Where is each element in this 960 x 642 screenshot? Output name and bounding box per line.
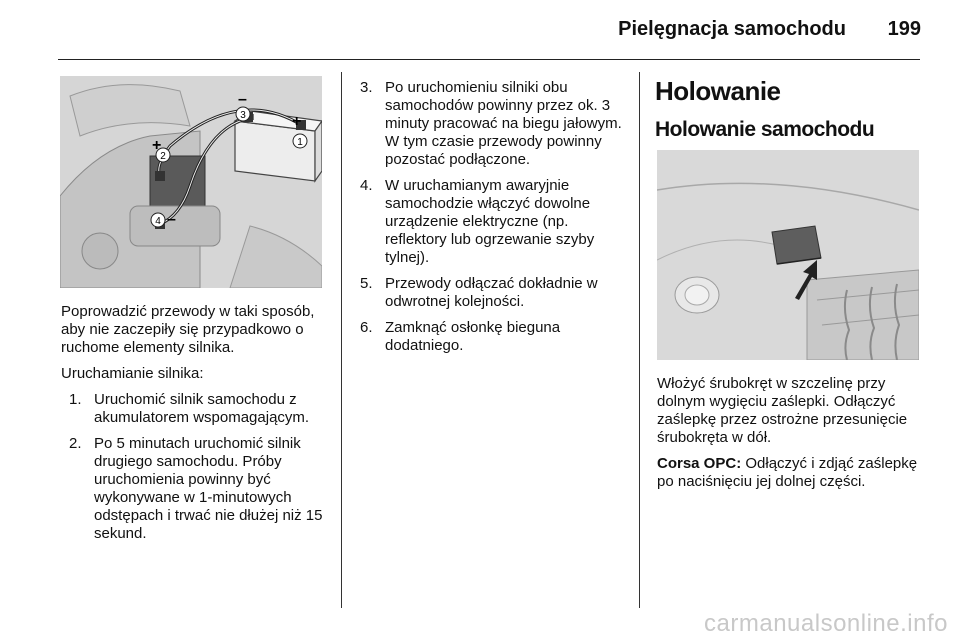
opc-label: Corsa OPC:: [657, 455, 742, 472]
list-text: W uruchamianym awaryjnie samochodzie włączyć dowolne urządzenie elektryczne (np. reflektory lub ogrzewanie szyby tylnej).: [385, 177, 595, 266]
remove-cover-paragraph: Włożyć śrubokręt w szczelinę przy dolnym wygięciu zaślepki. Odłączyć zaślepkę przez ostrożne przesunięcie śrubokręta w dół.: [657, 375, 908, 446]
opc-paragraph: [657, 455, 919, 491]
list-number: 5.: [360, 275, 373, 292]
callout-1: 1: [297, 137, 303, 148]
right-column: [657, 375, 919, 499]
minus-mark-target: –: [167, 211, 176, 228]
page-number: 199: [887, 18, 921, 40]
list-item: [69, 391, 323, 427]
list-item: [69, 435, 323, 543]
list-number: 6.: [360, 319, 373, 336]
list-item: [360, 275, 628, 311]
cable-routing-paragraph: Poprowadzić przewody w taki sposób, aby nie zaczepiły się przypadkowo o ruchome elementy silnika.: [61, 303, 315, 356]
opc-text: Odłączyć i zdjąć zaślepkę po naciśnięciu jej dolnej części.: [657, 455, 918, 490]
jump-start-illustration: [60, 76, 322, 288]
watermark: carmanualsonline.info: [704, 610, 948, 637]
list-text: Uruchomić silnik samochodu z akumulatorem wspomagającym.: [94, 391, 310, 426]
plus-mark-donor: +: [292, 113, 302, 130]
middle-column: [360, 79, 628, 363]
column-divider-2: [639, 72, 640, 608]
towing-cover-drawing: [657, 150, 919, 360]
left-column: [61, 303, 323, 551]
list-text: Zamknąć osłonkę bieguna dodatniego.: [385, 319, 561, 354]
list-text: Przewody odłączać dokładnie w odwrotnej kolejności.: [385, 275, 598, 310]
jump-start-drawing: [60, 76, 322, 288]
list-number: 2.: [69, 435, 82, 452]
header-title: Pielęgnacja samochodu: [618, 18, 846, 40]
callout-3: 3: [240, 110, 246, 121]
plus-mark-target: +: [152, 137, 162, 154]
start-engine-heading: Uruchamianie silnika:: [61, 365, 204, 382]
list-number: 1.: [69, 391, 82, 408]
list-number: 3.: [360, 79, 373, 96]
subsection-heading: Holowanie samochodu: [655, 118, 875, 141]
list-item: [360, 177, 628, 267]
list-text: Po uruchomieniu silniki obu samochodów powinny przez ok. 3 minuty pracować na biegu jałowym. W tym czasie przewody powinny pozostać podłączone.: [385, 79, 622, 168]
list-item: [360, 319, 628, 355]
list-text: Po 5 minutach uruchomić silnik drugiego samochodu. Próby uruchomienia powinny być wykonywane w 1-minutowych odstępach i trwać nie dłużej niż 15 sekund.: [94, 435, 323, 542]
minus-mark-donor: –: [238, 91, 247, 108]
section-heading: Holowanie: [655, 76, 781, 106]
list-number: 4.: [360, 177, 373, 194]
callout-4: 4: [155, 216, 161, 227]
header-rule: [58, 59, 920, 60]
callout-2: 2: [160, 151, 166, 162]
towing-cover-illustration: [657, 150, 919, 360]
page-header: [0, 0, 960, 60]
list-item: [360, 79, 628, 169]
column-divider-1: [341, 72, 342, 608]
